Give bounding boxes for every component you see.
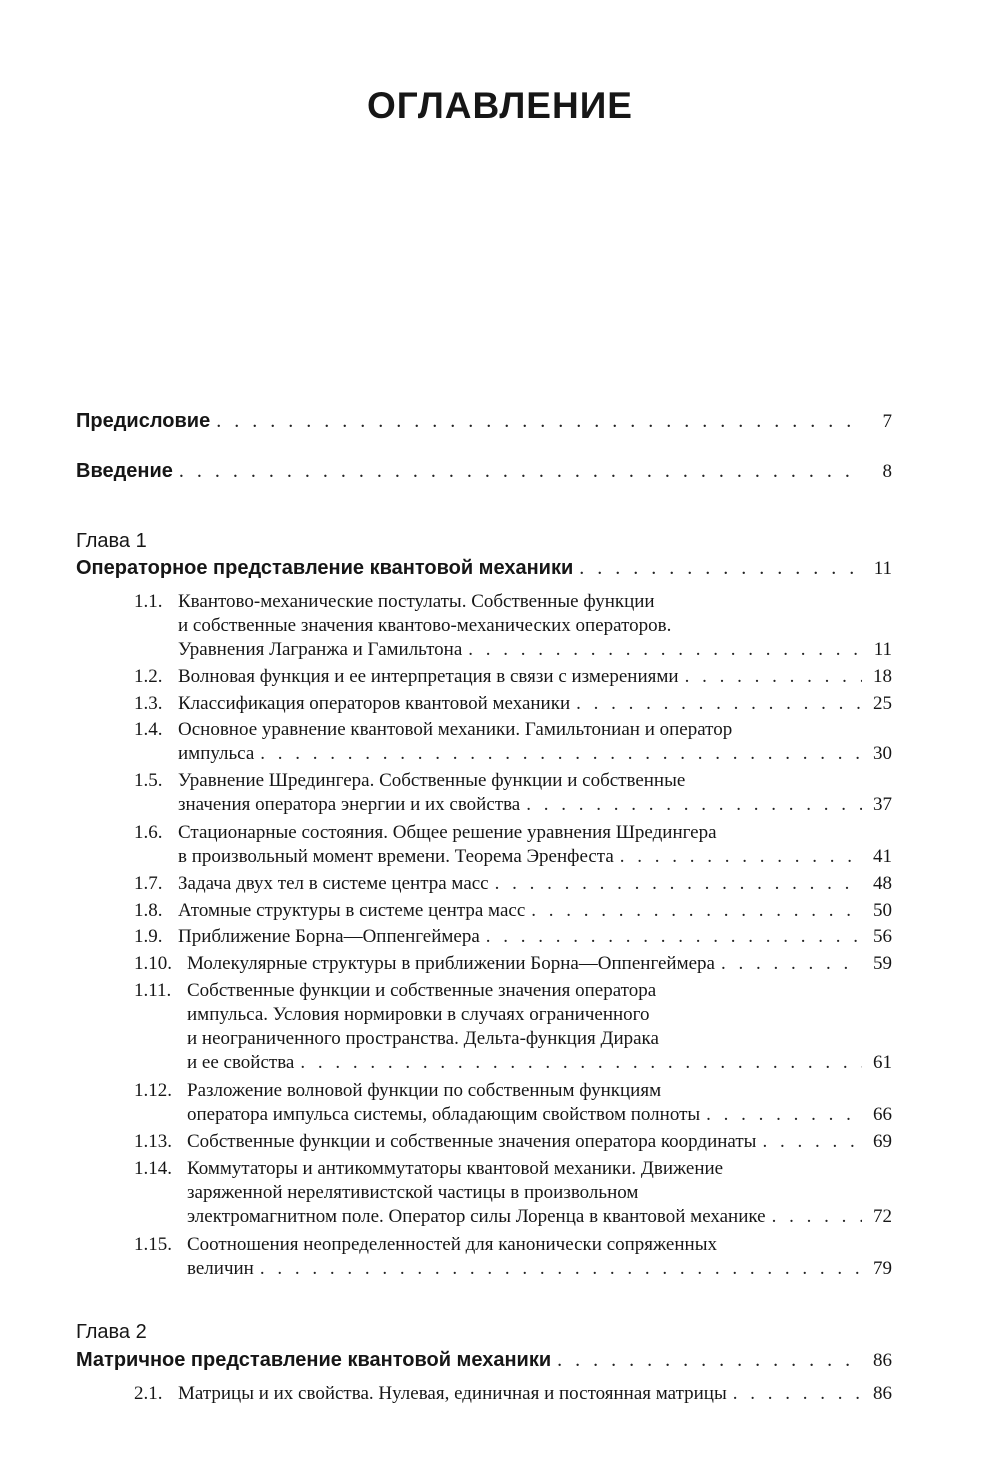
toc-page-number: 8 [882,461,892,482]
section-title-line: значения оператора энергии и их свойства [178,794,521,815]
section-number: 1.1. [134,591,163,612]
section-title-line: электромагнитном поле. Оператор силы Лоренца в квантовой механике [187,1206,766,1227]
section-number: 1.6. [134,822,163,843]
section-title-line: Приближение Борна—Оппенгеймера [178,926,480,947]
toc-section-1-9[interactable] [178,926,892,948]
leader-dots [733,1383,862,1405]
leader-dots [468,639,862,661]
section-title-line: Соотношения неопределенностей для канонически сопряженных [187,1234,717,1255]
toc-section-1-1[interactable] [178,639,892,661]
leader-dots [526,794,862,816]
section-title-line: и ее свойства [187,1052,295,1073]
toc-chapter-2-title[interactable] [76,1349,892,1372]
leader-dots [721,953,862,975]
toc-page-number: 59 [873,953,892,974]
toc-page-number: 48 [873,873,892,894]
toc-entry-introduction[interactable] [76,460,892,483]
section-number: 1.11. [134,980,172,1001]
toc-section-1-6[interactable] [178,846,892,868]
section-number: 1.2. [134,666,163,687]
toc-section-1-15[interactable] [187,1258,892,1280]
section-title-line: и собственные значения квантово-механических операторов. [178,615,672,636]
leader-dots [706,1104,862,1126]
toc-page-number: 30 [873,743,892,764]
section-title-line: Квантово-механические постулаты. Собственные функции [178,591,655,612]
chapter-title: Операторное представление квантовой механики [76,557,574,579]
section-number: 1.5. [134,770,163,791]
section-title-line: Молекулярные структуры в приближении Борна—Оппенгеймера [187,953,715,974]
chapter-label: Глава 1 [76,530,147,552]
section-title-line: и неограниченного пространства. Дельта-функция Дирака [187,1028,659,1049]
section-title-line: Уравнение Шредингера. Собственные функции и собственные [178,770,686,791]
section-title-line: Собственные функции и собственные значения оператора [187,980,657,1001]
section-title-line: Собственные функции и собственные значения оператора координаты [187,1131,757,1152]
section-number: 1.8. [134,900,163,921]
toc-section-1-13[interactable] [187,1131,892,1153]
toc-page-number: 72 [873,1206,892,1227]
leader-dots [531,900,862,922]
section-title-line: Атомные структуры в системе центра масс [178,900,526,921]
toc-entry-label: Предисловие [76,410,211,432]
toc-entry-label: Введение [76,460,173,482]
toc-page-number: 79 [873,1258,892,1279]
leader-dots [260,1258,862,1280]
leader-dots [685,666,862,688]
toc-section-1-14[interactable] [187,1206,892,1228]
section-title-line: импульса. Условия нормировки в случаях ограниченного [187,1004,650,1025]
toc-section-1-7[interactable] [178,873,892,895]
section-title-line: Классификация операторов квантовой механики [178,693,571,714]
chapter-title: Матричное представление квантовой механики [76,1349,552,1371]
toc-chapter-1-title[interactable] [76,557,892,580]
toc-page-number: 7 [882,411,892,432]
leader-dots [495,873,862,895]
section-number: 2.1. [134,1383,163,1404]
toc-section-1-5[interactable] [178,794,892,816]
section-title-line: Уравнения Лагранжа и Гамильтона [178,639,463,660]
toc-section-2-1[interactable] [178,1383,892,1405]
leader-dots [579,557,862,580]
section-title-line: величин [187,1258,254,1279]
leader-dots [762,1131,862,1153]
toc-page-number: 61 [873,1052,892,1073]
toc-page-number: 69 [873,1131,892,1152]
section-title-line: заряженной нерелятивистской частицы в произвольном [187,1182,639,1203]
section-title-line: импульса [178,743,255,764]
toc-section-1-10[interactable] [187,953,892,975]
toc-section-1-8[interactable] [178,900,892,922]
section-number: 1.15. [134,1234,172,1255]
leader-dots [557,1349,862,1372]
section-number: 1.9. [134,926,163,947]
toc-page-number: 11 [873,558,892,579]
section-title-line: Волновая функция и ее интерпретация в связи с измерениями [178,666,679,687]
toc-entry-preface[interactable] [76,410,892,433]
toc-section-1-11[interactable] [187,1052,892,1074]
section-number: 1.13. [134,1131,172,1152]
section-title-line: Матрицы и их свойства. Нулевая, единичная и постоянная матрицы [178,1383,727,1404]
toc-section-1-4[interactable] [178,743,892,765]
section-title-line: Основное уравнение квантовой механики. Гамильтониан и оператор [178,719,733,740]
leader-dots [179,460,862,483]
leader-dots [216,410,862,433]
leader-dots [260,743,862,765]
toc-page-number: 86 [873,1350,892,1371]
section-number: 1.7. [134,873,163,894]
section-number: 1.10. [134,953,172,974]
leader-dots [486,926,862,948]
toc-page-number: 66 [873,1104,892,1125]
section-number: 1.12. [134,1080,172,1101]
toc-page-number: 25 [873,693,892,714]
section-title-line: оператора импульса системы, обладающим свойством полноты [187,1104,701,1125]
toc-page-number: 50 [873,900,892,921]
toc-page-number: 11 [873,639,892,660]
page-title: ОГЛАВЛЕНИЕ [367,85,633,126]
section-number: 1.14. [134,1158,172,1179]
leader-dots [620,846,862,868]
section-number: 1.3. [134,693,163,714]
leader-dots [772,1206,862,1228]
section-title-line: Стационарные состояния. Общее решение уравнения Шредингера [178,822,717,843]
toc-page-number: 37 [873,794,892,815]
section-title-line: Коммутаторы и антикоммутаторы квантовой механики. Движение [187,1158,724,1179]
toc-page-number: 56 [873,926,892,947]
leader-dots [576,693,862,715]
toc-section-1-3[interactable] [178,693,892,715]
leader-dots [300,1052,862,1074]
toc-page-number: 86 [873,1383,892,1404]
toc-section-1-2[interactable] [178,666,892,688]
toc-section-1-12[interactable] [187,1104,892,1126]
chapter-label: Глава 2 [76,1321,147,1343]
toc-page-number: 41 [873,846,892,867]
section-title-line: в произвольный момент времени. Теорема Эренфеста [178,846,614,867]
section-title-line: Задача двух тел в системе центра масс [178,873,489,894]
toc-page-number: 18 [873,666,892,687]
section-title-line: Разложение волновой функции по собственным функциям [187,1080,662,1101]
section-number: 1.4. [134,719,163,740]
